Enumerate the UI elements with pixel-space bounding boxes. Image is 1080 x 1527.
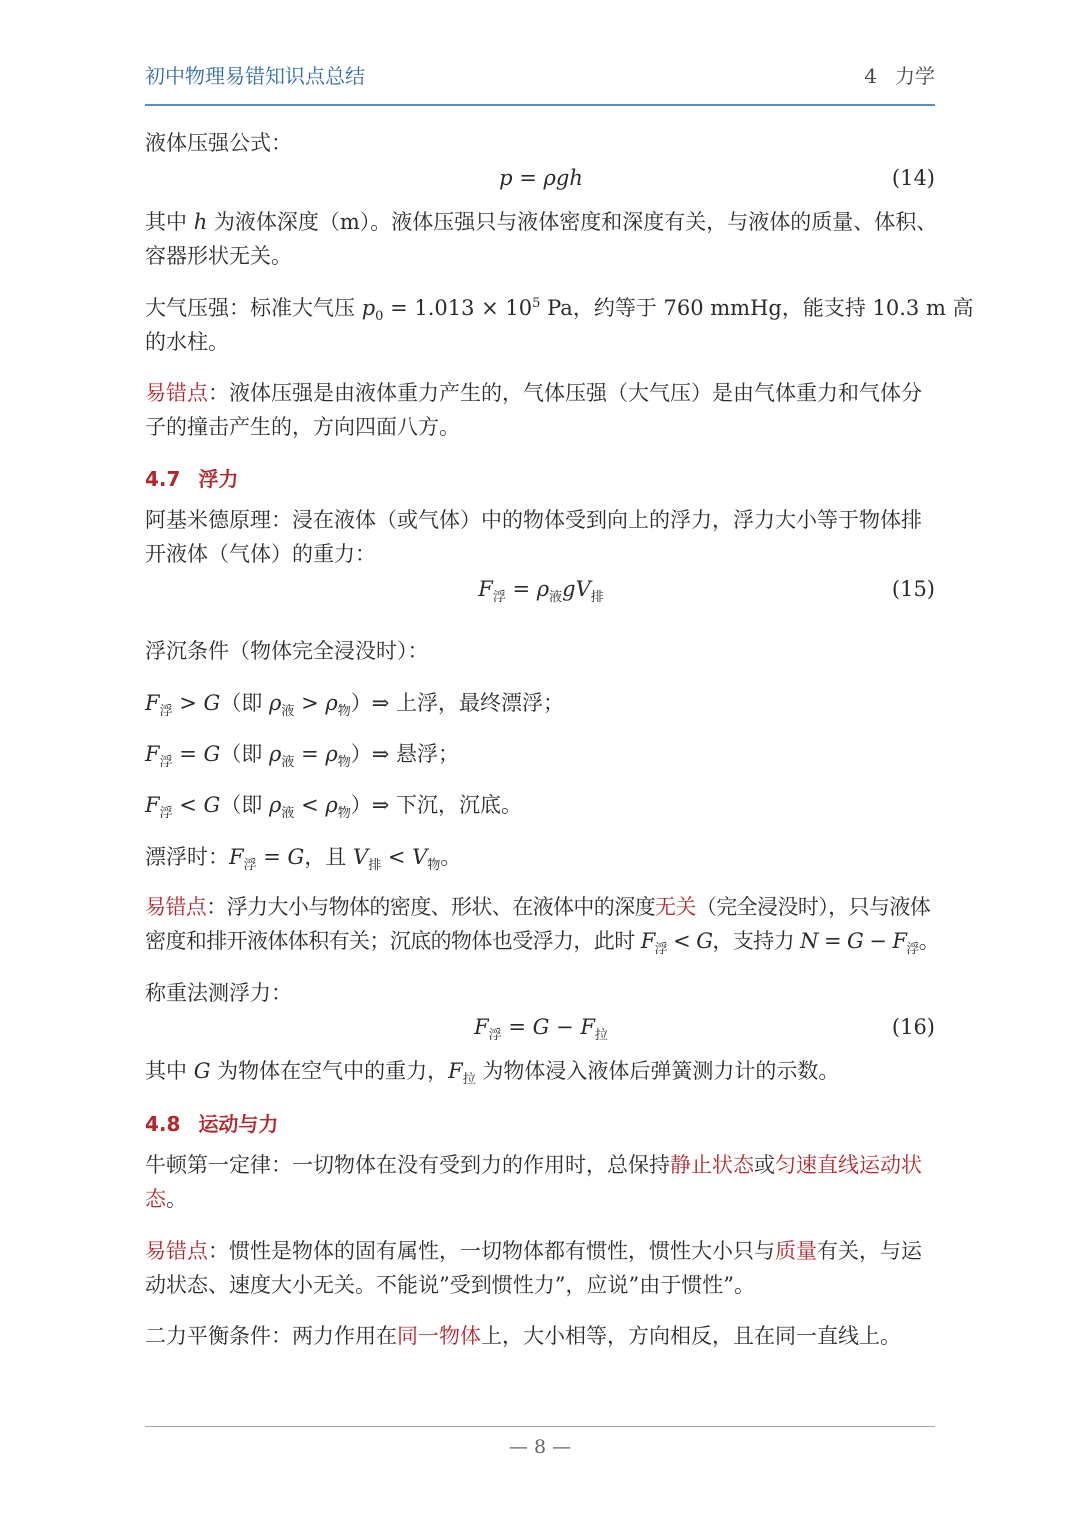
paragraph-depth-note: 其中 h 为液体深度（m）。液体压强只与液体密度和深度有关，与液体的质量、体积、 [145,210,938,234]
pitfall-label: 易错点 [145,895,207,919]
page-header [145,58,935,106]
paragraph-weighing-note: 其中 G 为物体在空气中的重力，$F_拉$ 为物体浸入液体后弹簧测力计的示数。 [145,1059,840,1087]
paragraph-floating-state: 漂浮时：$F_浮 = G$，且 $V_排 < V_物$。 [145,845,462,873]
paragraph-archimedes: 阿基米德原理：浸在液体（或气体）中的物体受到向上的浮力，浮力大小等于物体排 [145,508,922,532]
paragraph-newton-first-law: 牛顿第一定律：一切物体在没有受到力的作用时，总保持静止状态或匀速直线运动状 [145,1153,922,1177]
paragraph-archimedes-cont: 开液体（气体）的重力： [145,542,376,566]
paragraph-atmospheric-pressure-cont: 的水柱。 [145,330,229,354]
equation-15-number: (15) [891,577,935,601]
pitfall-label: 易错点 [145,381,208,405]
page-number: — 8 — [508,1436,572,1458]
paragraph-equilibrium: 二力平衡条件：两力作用在同一物体上，大小相等，方向相反，且在同一直线上。 [145,1324,901,1348]
pitfall-inertia: 易错点：惯性是物体的固有属性，一切物体都有惯性，惯性大小只与质量有关，与运 [145,1239,922,1263]
section-heading-4-7: 4.7 浮力 [145,467,239,491]
pitfall-label: 易错点 [145,1239,208,1263]
section-heading-4-8: 4.8 运动与力 [145,1112,279,1136]
equation-14-number: (14) [891,166,935,190]
pitfall-buoyancy-cont: 密度和排开液体体积有关；沉底的物体也受浮力，此时 $F_浮 < G$，支持力 $N = G - F_浮$。 [145,929,940,957]
chapter-heading [864,60,935,89]
paragraph-floating-conditions: 浮沉条件（物体完全浸没时）： [145,639,429,663]
paragraph-depth-note-cont: 容器形状无关。 [145,244,292,268]
chapter-name: 力学 [895,64,935,88]
condition-sink: $F_浮 < G$（即 $\rho_液$ < $\rho_物)\Rightarrow$ 下沉，沉底。 [145,793,522,821]
paragraph-liquid-pressure-intro: 液体压强公式： [145,131,292,155]
document-title: 初中物理易错知识点总结 [145,64,365,88]
pitfall-pressure-cont: 子的撞击产生的，方向四面八方。 [145,415,460,439]
paragraph-atmospheric-pressure: 大气压强：标准大气压 $p_0 = 1.013 \times 10^5$ Pa，约等于 760 mmHg，能支持 10.3 m 高 [145,296,974,324]
chapter-number: 4 [864,64,877,88]
condition-rise: $F_浮 > G$（即 $\rho_液$ > $\rho_物)\Rightarrow$ 上浮，最终漂浮； [145,691,564,719]
pitfall-buoyancy: 易错点：浮力大小与物体的密度、形状、在液体中的深度无关（完全浸没时），只与液体 [145,895,931,919]
equation-16-number: (16) [891,1015,935,1039]
footer-divider [145,1426,935,1427]
paragraph-weighing-method: 称重法测浮力： [145,981,292,1005]
pitfall-pressure: 易错点：液体压强是由液体重力产生的，气体压强（大气压）是由气体重力和气体分 [145,381,922,405]
equation-15-formula: $F_浮 = \rho_液gV_排$ [478,577,604,605]
condition-suspend: $F_浮 = G$（即 $\rho_液$ = $\rho_物)\Rightarrow$ 悬浮； [145,742,459,770]
equation-16-formula: $F_浮 = G - F_拉$ [474,1015,608,1043]
equation-14-formula: p = ρgh [499,166,583,190]
paragraph-newton-first-law-cont: 态。 [145,1187,187,1211]
pitfall-inertia-cont: 动状态、速度大小无关。不能说”受到惯性力”，应说”由于惯性”。 [145,1273,755,1297]
